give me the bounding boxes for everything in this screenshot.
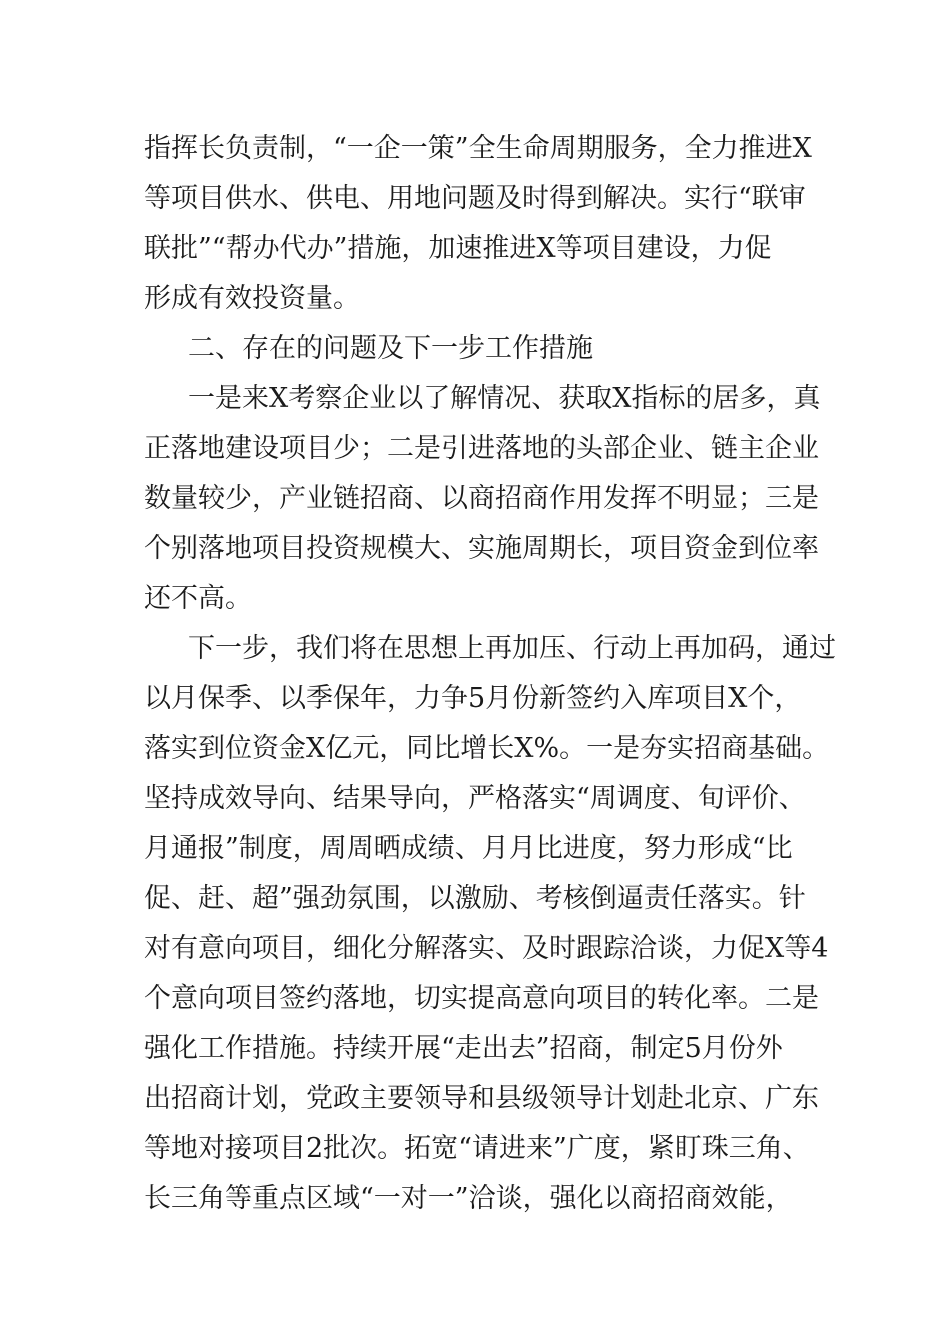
text-line: 个意向项目签约落地，切实提高意向项目的转化率。二是: [144, 983, 819, 1014]
text-line: 长三角等重点区域“一对一”洽谈，强化以商招商效能，: [144, 1183, 793, 1214]
text-line: 个别落地项目投资规模大、实施周期长，项目资金到位率: [144, 533, 819, 564]
text-line: 等地对接项目2批次。拓宽“请进来”广度，紧盯珠三角、: [144, 1133, 810, 1164]
text-line: 还不高。: [144, 583, 252, 614]
paragraph-start: 一是来X考察企业以了解情况、获取X指标的居多，真: [188, 383, 821, 414]
text-line: 出招商计划，党政主要领导和县级领导计划赴北京、广东: [144, 1083, 819, 1114]
text-line: 坚持成效导向、结果导向，严格落实“周调度、旬评价、: [144, 783, 806, 814]
text-line: 数量较少，产业链招商、以商招商作用发挥不明显；三是: [144, 483, 819, 514]
text-line: 等项目供水、供电、用地问题及时得到解决。实行“联审: [144, 183, 806, 214]
text-line: 正落地建设项目少；二是引进落地的头部企业、链主企业: [144, 433, 819, 464]
section-heading: 二、存在的问题及下一步工作措施: [188, 333, 593, 364]
text-line: 促、赶、超”强劲氛围，以激励、考核倒逼责任落实。针: [144, 883, 806, 914]
text-line: 以月保季、以季保年，力争5月份新签约入库项目X个，: [144, 683, 802, 714]
text-line: 对有意向项目，细化分解落实、及时跟踪洽谈，力促X等4: [144, 933, 829, 964]
text-line: 联批”“帮办代办”措施，加速推进X等项目建设，力促: [144, 233, 772, 264]
paragraph-start: 下一步，我们将在思想上再加压、行动上再加码，通过: [188, 633, 836, 664]
text-line: 落实到位资金X亿元，同比增长X%。一是夯实招商基础。: [144, 733, 830, 764]
text-line: 强化工作措施。持续开展“走出去”招商，制定5月份外: [144, 1033, 783, 1064]
text-line: 形成有效投资量。: [144, 283, 360, 314]
text-line: 月通报”制度，周周晒成绩、月月比进度，努力形成“比: [144, 833, 793, 864]
text-line: 指挥长负责制，“一企一策”全生命周期服务，全力推进X: [144, 133, 812, 164]
